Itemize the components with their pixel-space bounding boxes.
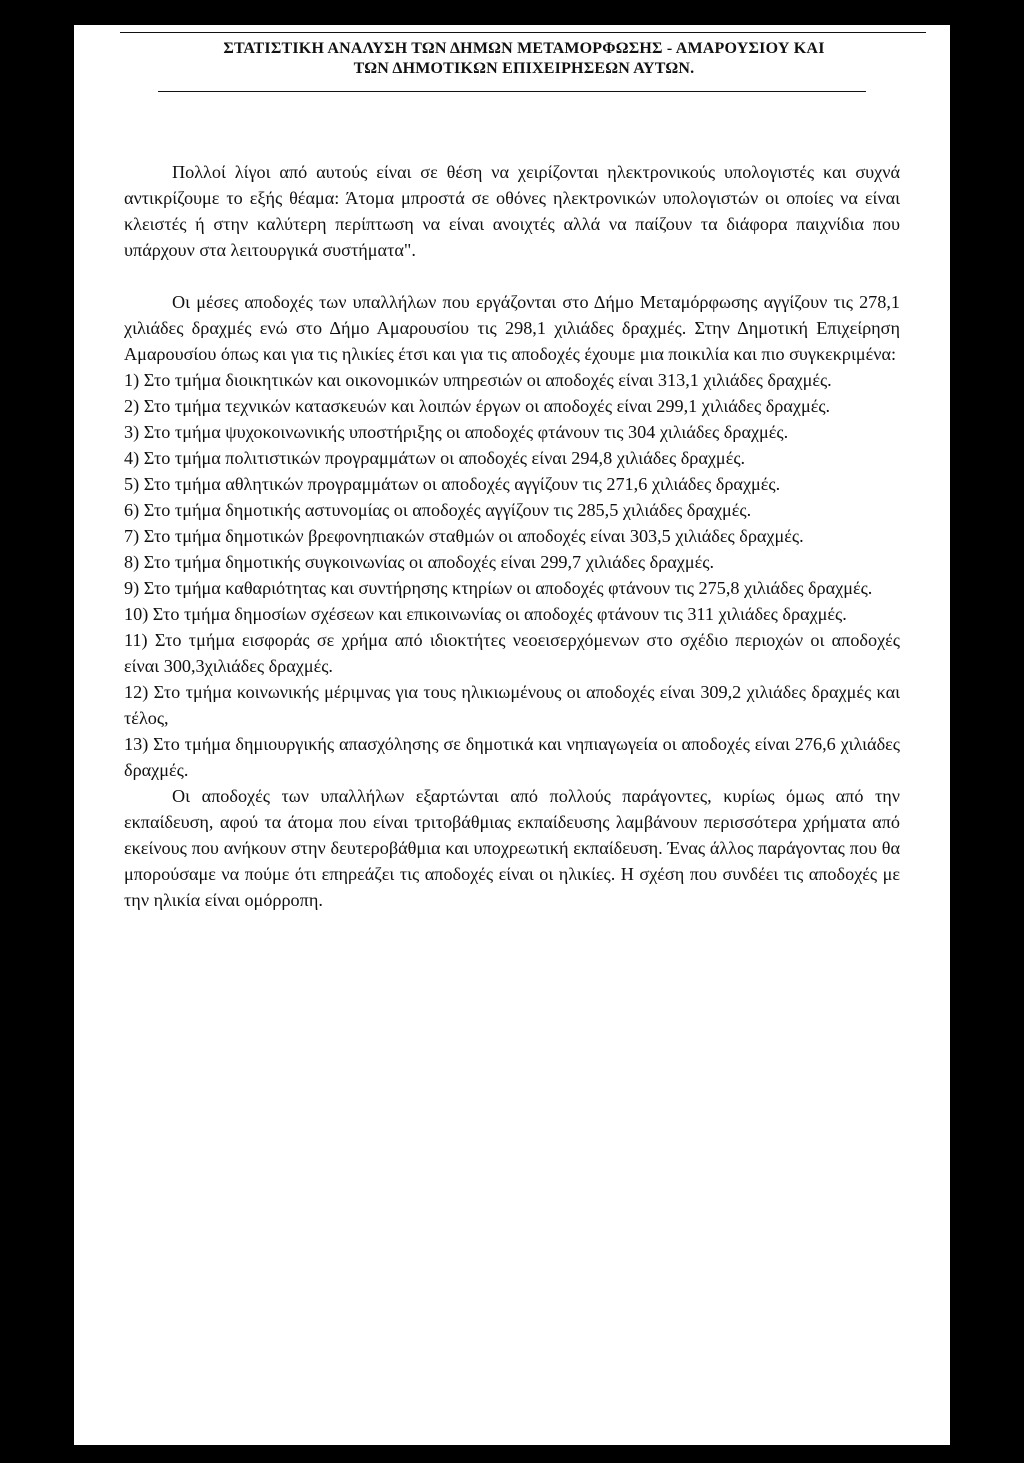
document-page [74,25,950,1445]
page-header [118,39,930,79]
list-item-6: 6) Στο τμήμα δημοτικής αστυνομίας οι αποδοχές αγγίζουν τις 285,5 χιλιάδες δραχμές. [124,500,752,520]
list-item-1: 1) Στο τμήμα διοικητικών και οικονομικών υπηρεσιών οι αποδοχές είναι 313,1 χιλιάδες δραχμές. [124,370,832,390]
paragraph-1: Πολλοί λίγοι από αυτούς είναι σε θέση να χειρίζονται ηλεκτρονικούς υπολογιστές και συχνά αντικρίζουμε το εξής θέαμα: Άτομα μπροστά σε οθόνες ηλεκτρονικών υπολογιστών οι οποίες να είναι κλειστές ή στην καλύτερη περίπτωση να είναι ανοιχτές αλλά να παίζουν τα διάφορα παιχνίδια που υπάρχουν στα λειτουργικά συστήματα". [124,162,900,260]
list-item-5: 5) Στο τμήμα αθλητικών προγραμμάτων οι αποδοχές αγγίζουν τις 271,6 χιλιάδες δραχμές. [124,474,781,494]
list-item-9: 9) Στο τμήμα καθαριότητας και συντήρησης κτηρίων οι αποδοχές φτάνουν τις 275,8 χιλιάδες δραχμές. [124,578,873,598]
paragraph-2: Οι μέσες αποδοχές των υπαλλήλων που εργάζονται στο Δήμο Μεταμόρφωσης αγγίζουν τις 278,1 χιλιάδες δραχμές ενώ στο Δήμο Αμαρουσίου τις 298,1 χιλιάδες δραχμές. Στην Δημοτική Επιχείρηση Αμαρουσίου όπως και για τις ηλικίες έτσι και για τις αποδοχές έχουμε μια ποικιλία και πιο συγκεκριμένα: [124,292,900,364]
list-item-8: 8) Στο τμήμα δημοτικής συγκοινωνίας οι αποδοχές είναι 299,7 χιλιάδες δραχμές. [124,552,715,572]
header-top-rule [120,32,926,33]
list-item-4: 4) Στο τμήμα πολιτιστικών προγραμμάτων οι αποδοχές είναι 294,8 χιλιάδες δραχμές. [124,448,746,468]
header-line-2: ΤΩΝ ΔΗΜΟΤΙΚΩΝ ΕΠΙΧΕΙΡΗΣΕΩΝ ΑΥΤΩΝ. [353,60,695,77]
header-bottom-rule [158,91,866,92]
header-line-1: ΣΤΑΤΙΣΤΙΚΗ ΑΝΑΛΥΣΗ ΤΩΝ ΔΗΜΩΝ ΜΕΤΑΜΟΡΦΩΣΗΣ - ΑΜΑΡΟΥΣΙΟΥ ΚΑΙ [223,40,825,57]
list-item-2: 2) Στο τμήμα τεχνικών κατασκευών και λοιπών έργων οι αποδοχές είναι 299,1 χιλιάδες δραχμές. [124,396,831,416]
list-item-11: 11) Στο τμήμα εισφοράς σε χρήμα από ιδιοκτήτες νεοεισερχόμενων στο σχέδιο περιοχών οι αποδοχές είναι 300,3χιλιάδες δραχμές. [124,630,900,676]
document-body [124,159,900,913]
list-item-3: 3) Στο τμήμα ψυχοκοινωνικής υποστήριξης οι αποδοχές φτάνουν τις 304 χιλιάδες δραχμές. [124,422,789,442]
list-item-10: 10) Στο τμήμα δημοσίων σχέσεων και επικοινωνίας οι αποδοχές φτάνουν τις 311 χιλιάδες δραχμές. [124,604,847,624]
paragraph-3: Οι αποδοχές των υπαλλήλων εξαρτώνται από πολλούς παράγοντες, κυρίως όμως από την εκπαίδευση, αφού τα άτομα που είναι τριτοβάθμιας εκπαίδευσης λαμβάνουν περισσότερα χρήματα από εκείνους που ανήκουν στην δευτεροβάθμια και υποχρεωτική εκπαίδευση. Ένας άλλος παράγοντας που θα μπορούσαμε να πούμε ότι επηρεάζει τις αποδοχές είναι οι ηλικίες. Η σχέση που συνδέει τις αποδοχές με την ηλικία είναι ομόρροπη. [124,786,900,910]
list-item-12: 12) Στο τμήμα κοινωνικής μέριμνας για τους ηλικιωμένους οι αποδοχές είναι 309,2 χιλιάδες δραχμές και τέλος, [124,682,900,728]
list-item-7: 7) Στο τμήμα δημοτικών βρεφονηπιακών σταθμών οι αποδοχές είναι 303,5 χιλιάδες δραχμές. [124,526,804,546]
list-item-13: 13) Στο τμήμα δημιουργικής απασχόλησης σε δημοτικά και νηπιαγωγεία οι αποδοχές είναι 276,6 χιλιάδες δραχμές. [124,734,900,780]
paragraph-gap [124,263,900,289]
